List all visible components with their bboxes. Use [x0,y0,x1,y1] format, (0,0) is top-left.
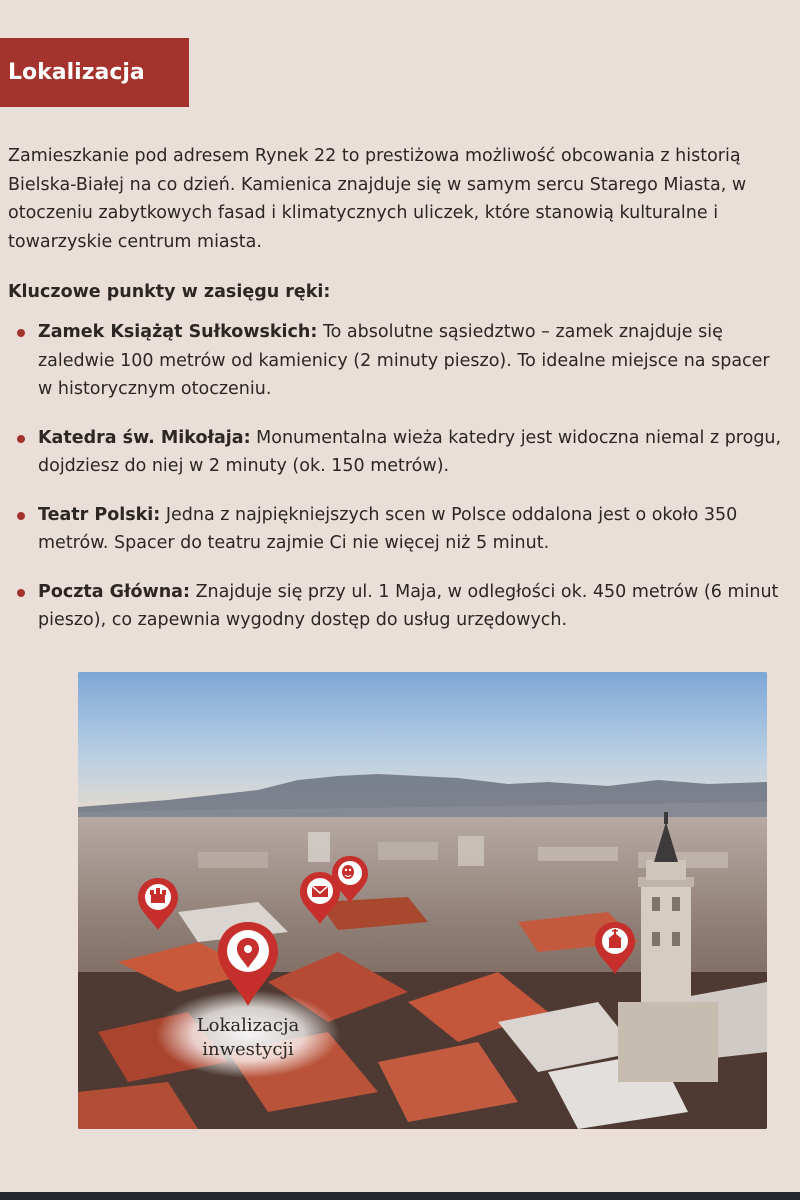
point-line: zaledwie 100 metrów od kamienicy (2 minuty pieszo). To idealne miejsce na spacer [38,350,770,371]
section-title: Lokalizacja [0,38,189,107]
intro-line: otoczeniu zabytkowych fasad i klimatycznych uliczek, które stanowią kulturalne i [8,203,719,223]
point-text: Monumentalna wieża katedry jest widoczna niemal z progu, [250,427,782,448]
bullet-dot [17,435,25,443]
theatre-masks-icon [342,865,354,879]
investment-location-label [180,1014,316,1062]
point-line [38,501,800,530]
intro-paragraph [8,142,800,256]
point-text: To absolutne sąsiedztwo – zamek znajduje się [317,322,723,342]
intro-line: towarzyskie centrum miasta. [8,231,262,252]
bullet-dot [17,329,25,337]
key-point-castle [0,318,800,404]
key-point-theatre [0,501,800,558]
envelope-icon [312,886,328,897]
intro-line: Bielska-Białej na co dzień. Kamienica znajduje się w samym sercu Starego Miasta, w [8,174,747,195]
label-line: inwestycji [202,1039,294,1060]
point-name: Katedra św. Mikołaja: [38,427,251,448]
bullet-dot [17,512,25,520]
point-text: Jedna z najpiękniejszych scen w Polsce oddalona jest o około 350 [160,504,738,525]
bullet-dot [17,589,25,597]
point-line [38,578,800,607]
key-point-post-office [0,578,800,635]
point-line [38,318,800,347]
point-line [38,424,800,453]
point-name: Zamek Książąt Sułkowskich: [38,322,318,342]
point-line: w historycznym otoczeniu. [38,379,272,399]
footer-bar [0,1192,800,1200]
intro-line: Zamieszkanie pod adresem Rynek 22 to prestiżowa możliwość obcowania z historią [8,146,741,166]
key-point-cathedral [0,424,800,481]
point-line: pieszo), co zapewnia wygodny dostęp do usług urzędowych. [38,610,568,630]
point-name: Poczta Główna: [38,581,190,602]
point-line: dojdziesz do niej w 2 minuty (ok. 150 metrów). [38,456,450,476]
point-name: Teatr Polski: [38,504,161,525]
label-line: Lokalizacja [196,1015,300,1036]
point-line: metrów. Spacer do teatru zajmie Ci nie więcej niż 5 minut. [38,533,550,553]
castle-icon [150,888,166,903]
points-heading: Kluczowe punkty w zasięgu ręki: [8,282,331,302]
point-text: Znajduje się przy ul. 1 Maja, w odległości ok. 450 metrów (6 minut [190,581,779,602]
key-points-list [0,318,800,635]
